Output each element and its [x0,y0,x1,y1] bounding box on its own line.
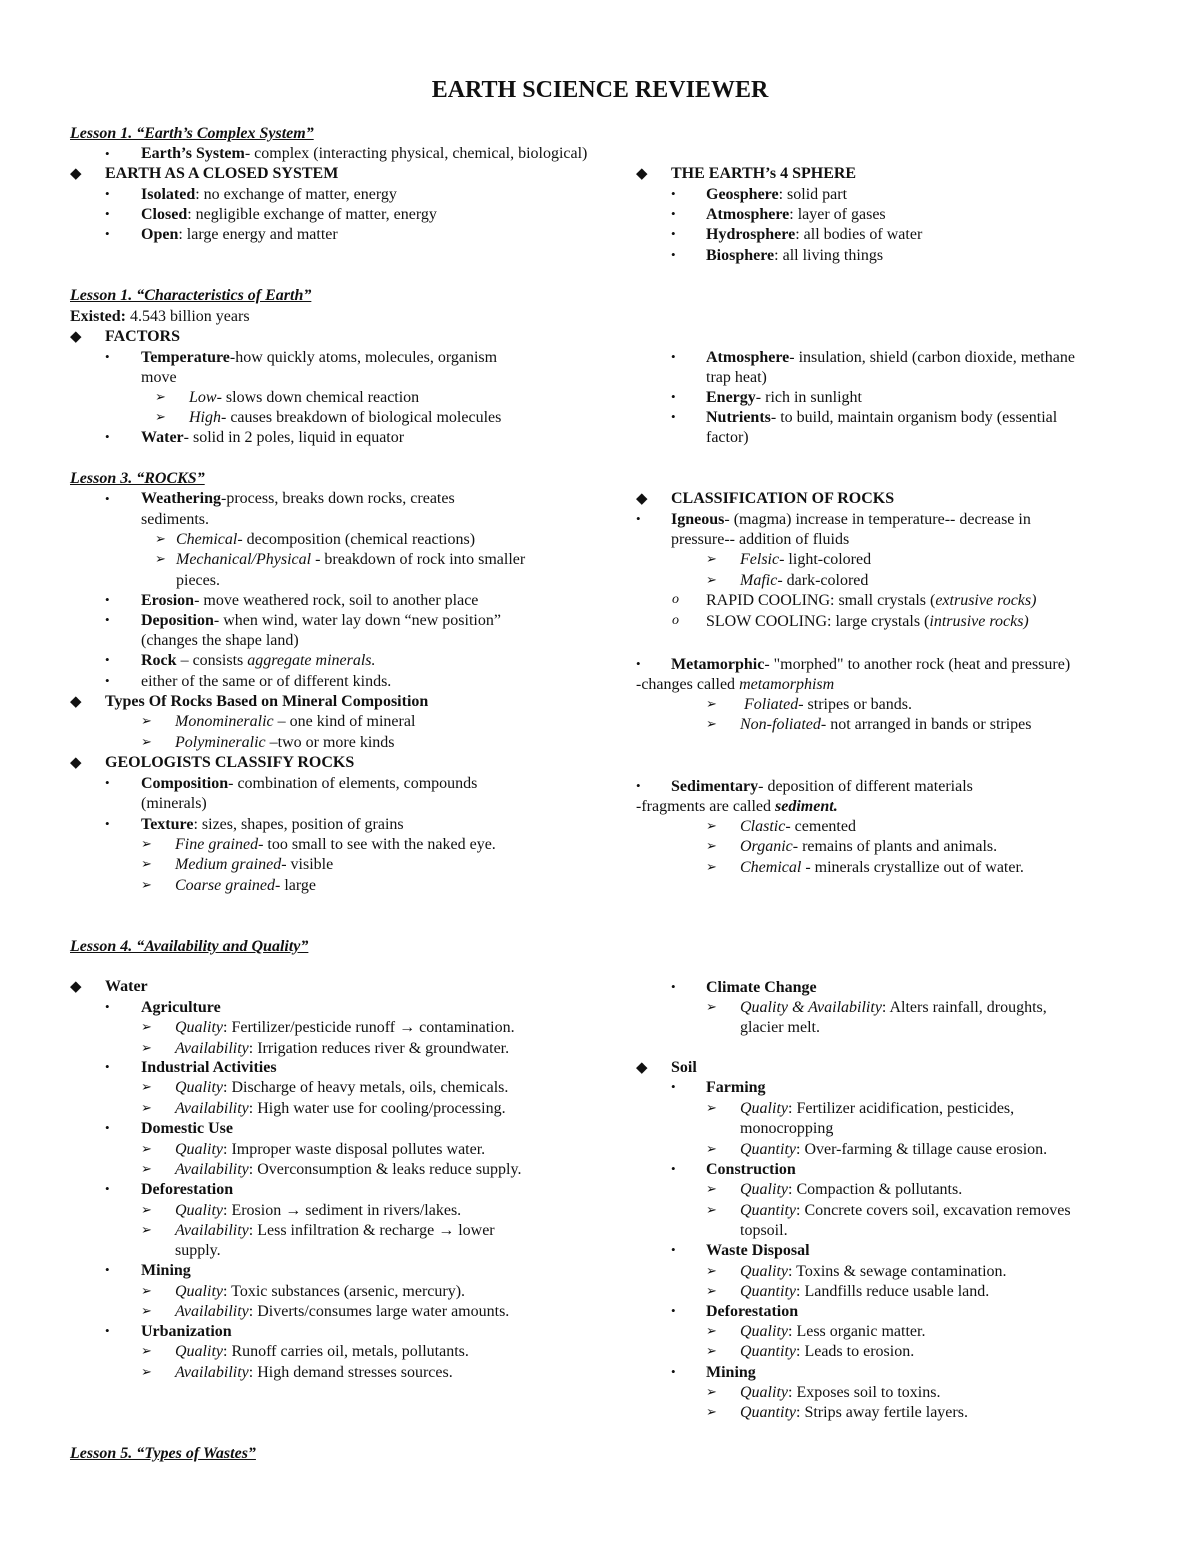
list-item-cont: factor) [706,429,749,446]
diamond-icon: ◆ [70,166,82,182]
sub-item: Availability: Irrigation reduces river & groundwater. [175,1040,510,1057]
list-item: Deposition- when wind, water lay down “new position” [141,612,501,629]
sub-item: Polymineralic –two or more kinds [175,734,395,751]
bullet-icon: • [671,1161,676,1176]
arrow-bullet-icon: ➢ [706,1283,717,1298]
sub-item: Chemical - minerals crystallize out of water. [740,859,1024,876]
bullet-icon: • [671,247,676,262]
sub-item: Quality: Erosion → sediment in rivers/lakes. [175,1202,462,1219]
sub-item: Quality: Runoff carries oil, metals, pollutants. [175,1343,469,1360]
soil-heading: Soil [671,1059,697,1076]
sub-item: Availability: Diverts/consumes large water amounts. [175,1303,510,1320]
list-item: Texture: sizes, shapes, position of grains [141,816,404,833]
diamond-icon: ◆ [70,329,82,345]
arrow-bullet-icon: ➢ [706,999,717,1014]
bullet-icon: • [105,816,110,831]
list-item: Atmosphere- insulation, shield (carbon dioxide, methane [706,349,1075,366]
bullet-icon: • [105,186,110,201]
soil-farming: Farming [706,1079,766,1096]
bullet-icon: • [105,1181,110,1196]
water-deforestation: Deforestation [141,1181,234,1198]
bullet-icon: • [105,226,110,241]
lesson-2-heading: Lesson 1. “Characteristics of Earth” [70,287,312,304]
sub-item: Chemical- decomposition (chemical reactions) [176,531,476,548]
circle-bullet-icon: o [672,613,679,628]
bullet-icon: • [105,1120,110,1135]
bullet-icon: • [671,1303,676,1318]
list-item-cont: pressure-- addition of fluids [671,531,850,548]
sub-item: High- causes breakdown of biological molecules [189,409,502,426]
arrow-bullet-icon: ➢ [706,1141,717,1156]
sub-item-cont: pieces. [176,572,220,589]
arrow-bullet-icon: ➢ [706,1263,717,1278]
circle-bullet-icon: o [672,592,679,607]
sub-item-cont: monocropping [740,1120,834,1137]
sub-item: Availability: Overconsumption & leaks reduce supply. [175,1161,522,1178]
sub-item: Quality: Fertilizer acidification, pesticides, [740,1100,1015,1117]
bullet-icon: • [671,226,676,241]
sub-item: Quality: Discharge of heavy metals, oils, chemicals. [175,1079,509,1096]
arrow-bullet-icon: ➢ [706,551,717,566]
sub-item: Availability: Less infiltration & recharge → lower [175,1222,495,1239]
sub-item: Quantity: Over-farming & tillage cause erosion. [740,1141,1048,1158]
arrow-bullet-icon: ➢ [141,856,152,871]
bullet-icon: • [105,652,110,667]
arrow-bullet-icon: ➢ [141,1079,152,1094]
climate-change: Climate Change [706,979,817,996]
sub-item: Quality: Improper waste disposal pollutes water. [175,1141,486,1158]
water-mining: Mining [141,1262,191,1279]
bullet-icon: • [671,186,676,201]
arrow-bullet-icon: ➢ [141,1019,152,1034]
arrow-bullet-icon: ➢ [141,836,152,851]
list-item: Nutrients- to build, maintain organism body (essential [706,409,1058,426]
sub-item: Quality: Less organic matter. [740,1323,926,1340]
list-item: Closed: negligible exchange of matter, energy [141,206,437,223]
list-item-cont: sediments. [141,511,209,528]
list-item-cont: trap heat) [706,369,767,386]
sub-item: Availability: High demand stresses sources. [175,1364,453,1381]
sub-item: Quality: Fertilizer/pesticide runoff → contamination. [175,1019,515,1036]
list-item-cont: (minerals) [141,795,207,812]
arrow-bullet-icon: ➢ [706,838,717,853]
bullet-icon: • [105,612,110,627]
existed-line: Existed: 4.543 billion years [70,308,250,325]
bullet-icon: • [105,592,110,607]
arrow-bullet-icon: ➢ [141,1364,152,1379]
types-of-rocks-heading: Types Of Rocks Based on Mineral Composition [105,693,429,710]
bullet-icon: • [636,778,641,793]
lesson-3-heading: Lesson 3. “ROCKS” [70,470,205,487]
bullet-icon: • [105,491,110,506]
diamond-icon: ◆ [636,1060,648,1076]
sub-item: Low- slows down chemical reaction [189,389,420,406]
sub-item: Foliated- stripes or bands. [744,696,912,713]
list-item: Temperature-how quickly atoms, molecules, organism [141,349,498,366]
bullet-icon: • [671,1079,676,1094]
sub-item: Fine grained- too small to see with the naked eye. [175,836,496,853]
sub-item-cont: topsoil. [740,1222,788,1239]
list-item: Isolated: no exchange of matter, energy [141,186,397,203]
list-item: Biosphere: all living things [706,247,884,264]
list-item: Erosion- move weathered rock, soil to another place [141,592,479,609]
list-item: Hydrosphere: all bodies of water [706,226,923,243]
arrow-bullet-icon: ➢ [706,1100,717,1115]
sub-item: Quality: Toxic substances (arsenic, mercury). [175,1283,466,1300]
arrow-bullet-icon: ➢ [141,1161,152,1176]
sub-item: Quality: Exposes soil to toxins. [740,1384,941,1401]
arrow-bullet-icon: ➢ [706,859,717,874]
arrow-bullet-icon: ➢ [141,877,152,892]
soil-waste-disposal: Waste Disposal [706,1242,810,1259]
lesson-5-heading: Lesson 5. “Types of Wastes” [70,1445,256,1462]
sub-item: SLOW COOLING: large crystals (intrusive rocks) [706,613,1029,630]
bullet-icon: • [105,673,110,688]
soil-construction: Construction [706,1161,796,1178]
bullet-icon: • [105,999,110,1014]
list-item-cont: -changes called metamorphism [636,676,835,693]
sub-item: Quantity: Strips away fertile layers. [740,1404,968,1421]
bullet-icon: • [671,1242,676,1257]
bullet-icon: • [105,1262,110,1277]
page-title: EARTH SCIENCE REVIEWER [431,77,769,103]
arrow-bullet-icon: ➢ [155,409,166,424]
sub-item: Monomineralic – one kind of mineral [175,713,416,730]
bullet-icon: • [105,1059,110,1074]
arrow-bullet-icon: ➢ [141,1100,152,1115]
water-agriculture: Agriculture [141,999,221,1016]
list-item-cont: (changes the shape land) [141,632,299,649]
list-item: Sedimentary- deposition of different materials [671,778,973,795]
arrow-bullet-icon: ➢ [706,1404,717,1419]
bullet-icon: • [105,775,110,790]
sub-item-cont: supply. [175,1242,221,1259]
arrow-bullet-icon: ➢ [706,1343,717,1358]
bullet-icon: • [671,206,676,221]
list-item-cont: -fragments are called sediment. [636,798,838,815]
list-item: Composition- combination of elements, compounds [141,775,478,792]
water-industrial: Industrial Activities [141,1059,277,1076]
arrow-bullet-icon: ➢ [706,572,717,587]
diamond-icon: ◆ [636,491,648,507]
arrow-bullet-icon: ➢ [706,696,717,711]
bullet-icon: • [671,409,676,424]
list-item: Metamorphic- "morphed" to another rock (heat and pressure) [671,656,1071,673]
arrow-bullet-icon: ➢ [155,389,166,404]
bullet-icon: • [636,511,641,526]
bullet-icon: • [671,1364,676,1379]
bullet-icon: • [105,349,110,364]
sub-item: Quality: Toxins & sewage contamination. [740,1263,1007,1280]
arrow-bullet-icon: ➢ [141,1141,152,1156]
sub-item: RAPID COOLING: small crystals (extrusive rocks) [706,592,1037,609]
lesson-4-heading: Lesson 4. “Availability and Quality” [70,938,309,955]
diamond-icon: ◆ [70,694,82,710]
arrow-bullet-icon: ➢ [141,1343,152,1358]
sub-item: Quality & Availability: Alters rainfall, droughts, [740,999,1047,1016]
arrow-bullet-icon: ➢ [141,1040,152,1055]
sub-item: Organic- remains of plants and animals. [740,838,998,855]
factors-heading: FACTORS [105,328,180,345]
arrow-bullet-icon: ➢ [141,1222,152,1237]
water-urbanization: Urbanization [141,1323,232,1340]
sub-item: Clastic- cemented [740,818,856,835]
arrow-bullet-icon: ➢ [706,1384,717,1399]
classification-heading: CLASSIFICATION OF ROCKS [671,490,895,507]
arrow-bullet-icon: ➢ [706,818,717,833]
water-domestic: Domestic Use [141,1120,233,1137]
diamond-icon: ◆ [70,755,82,771]
bullet-icon: • [105,146,110,161]
bullet-icon: • [671,389,676,404]
list-item: Geosphere: solid part [706,186,848,203]
sub-item: Quantity: Concrete covers soil, excavation removes [740,1202,1071,1219]
diamond-icon: ◆ [636,166,648,182]
earth-system-item: Earth’s System- complex (interacting physical, chemical, biological) [141,145,588,162]
list-item: Rock – consists aggregate minerals. [141,652,376,669]
bullet-icon: • [671,979,676,994]
list-item: Igneous- (magma) increase in temperature-- decrease in [671,511,1031,528]
bullet-icon: • [105,1323,110,1338]
sub-item: Quality: Compaction & pollutants. [740,1181,963,1198]
list-item: Open: large energy and matter [141,226,338,243]
bullet-icon: • [105,206,110,221]
list-item: Water- solid in 2 poles, liquid in equator [141,429,405,446]
sub-item: Availability: High water use for cooling/processing. [175,1100,506,1117]
arrow-bullet-icon: ➢ [155,531,166,546]
sub-item: Mechanical/Physical - breakdown of rock into smaller [176,551,526,568]
arrow-bullet-icon: ➢ [706,1323,717,1338]
closed-system-heading: EARTH AS A CLOSED SYSTEM [105,165,339,182]
soil-deforestation: Deforestation [706,1303,799,1320]
arrow-bullet-icon: ➢ [706,716,717,731]
soil-mining: Mining [706,1364,756,1381]
list-item: Atmosphere: layer of gases [706,206,886,223]
arrow-bullet-icon: ➢ [141,1303,152,1318]
sub-item: Medium grained- visible [175,856,334,873]
sub-item: Non-foliated- not arranged in bands or stripes [740,716,1032,733]
lesson-1-heading: Lesson 1. “Earth’s Complex System” [70,125,314,142]
geologists-classify-heading: GEOLOGISTS CLASSIFY ROCKS [105,754,355,771]
arrow-bullet-icon: ➢ [706,1202,717,1217]
arrow-bullet-icon: ➢ [141,713,152,728]
list-item: either of the same or of different kinds. [141,673,392,690]
bullet-icon: • [105,429,110,444]
sub-item: Coarse grained- large [175,877,317,894]
list-item: Energy- rich in sunlight [706,389,862,406]
arrow-bullet-icon: ➢ [141,1283,152,1298]
sub-item: Quantity: Leads to erosion. [740,1343,915,1360]
bullet-icon: • [636,656,641,671]
arrow-bullet-icon: ➢ [155,551,166,566]
arrow-bullet-icon: ➢ [141,734,152,749]
four-sphere-heading: THE EARTH’s 4 SPHERE [671,165,857,182]
diamond-icon: ◆ [70,979,82,995]
sub-item-cont: glacier melt. [740,1019,820,1036]
water-heading: Water [105,978,148,995]
sub-item: Mafic- dark-colored [740,572,869,589]
arrow-bullet-icon: ➢ [141,1202,152,1217]
sub-item: Felsic- light-colored [740,551,872,568]
bullet-icon: • [671,349,676,364]
sub-item: Quantity: Landfills reduce usable land. [740,1283,990,1300]
arrow-bullet-icon: ➢ [706,1181,717,1196]
list-item-cont: move [141,369,177,386]
list-item: Weathering-process, breaks down rocks, creates [141,490,455,507]
